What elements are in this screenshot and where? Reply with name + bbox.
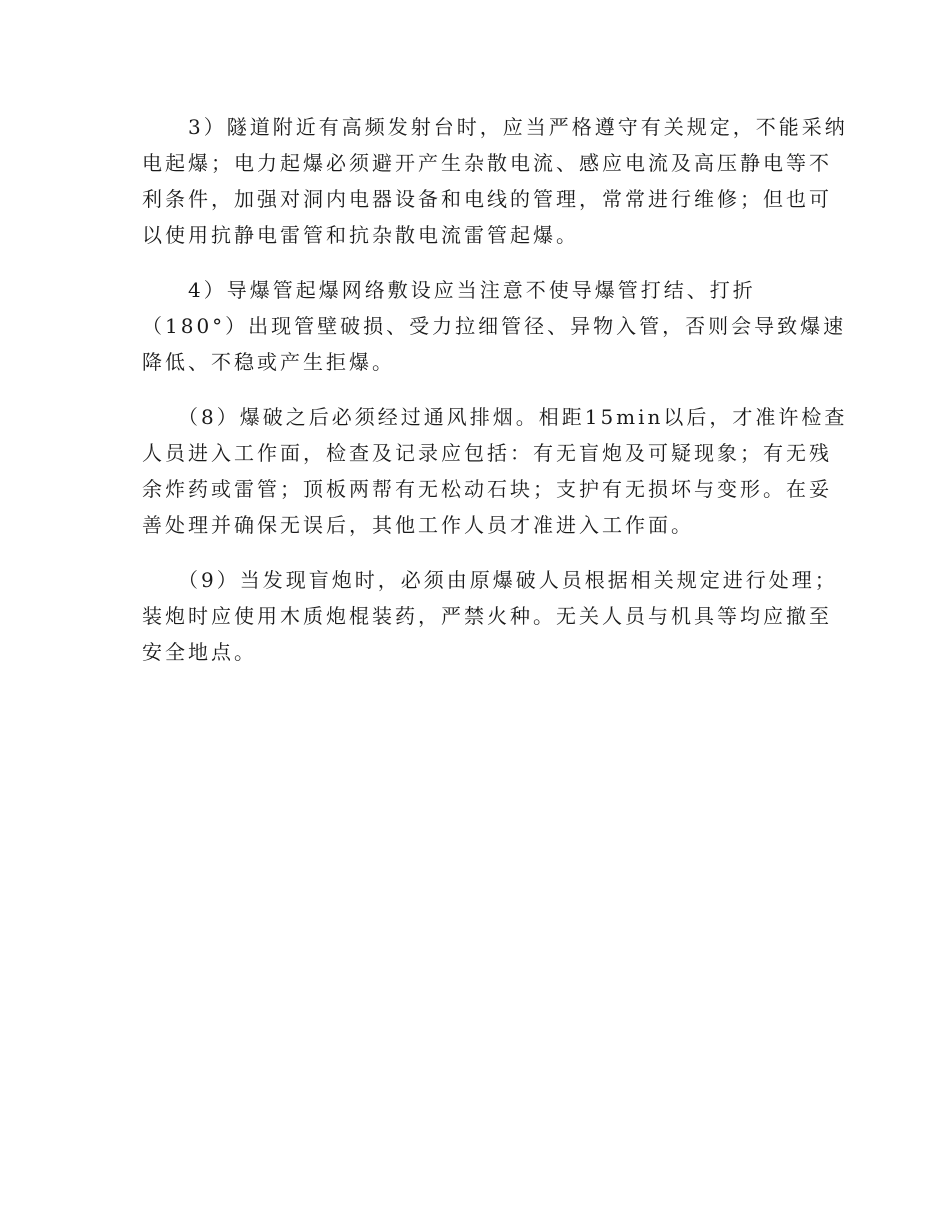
paragraph-line: 以使用抗静电雷管和抗杂散电流雷管起爆。 xyxy=(142,223,579,247)
paragraph-line: 降低、不稳或产生拒爆。 xyxy=(142,350,395,374)
paragraph-line: （8）爆破之后必须经过通风排烟。相距15min以后，才准许检查 xyxy=(142,405,848,429)
paragraph-line: 余炸药或雷管；顶板两帮有无松动石块；支护有无损坏与变形。在妥 xyxy=(142,477,832,501)
paragraph-post-blast-ventilation xyxy=(142,399,847,543)
paragraph-line: （9）当发现盲炮时，必须由原爆破人员根据相关规定进行处理； xyxy=(142,568,838,592)
paragraph-line: 3）隧道附近有高频发射台时，应当严格遵守有关规定，不能采纳 xyxy=(142,115,848,139)
paragraph-line: 装炮时应使用木质炮棍装药，严禁火种。无关人员与机具等均应撤至 xyxy=(142,604,832,628)
paragraph-tunnel-electric-detonation xyxy=(142,109,848,253)
paragraph-line: 安全地点。 xyxy=(142,640,257,664)
paragraph-line: 4）导爆管起爆网络敷设应当注意不使导爆管打结、打折 xyxy=(142,278,756,302)
paragraph-line: 利条件，加强对洞内电器设备和电线的管理，常常进行维修；但也可 xyxy=(142,187,832,211)
paragraph-misfire-handling xyxy=(142,562,838,670)
paragraph-line: 善处理并确保无误后，其他工作人员才准进入工作面。 xyxy=(142,513,694,537)
paragraph-detonating-tube-network xyxy=(142,272,846,380)
paragraph-line: 电起爆；电力起爆必须避开产生杂散电流、感应电流及高压静电等不 xyxy=(142,151,832,175)
paragraph-line: （180°）出现管壁破损、受力拉细管径、异物入管，否则会导致爆速 xyxy=(142,314,847,338)
paragraph-line: 人员进入工作面，检查及记录应包括：有无盲炮及可疑现象；有无残 xyxy=(142,441,832,465)
